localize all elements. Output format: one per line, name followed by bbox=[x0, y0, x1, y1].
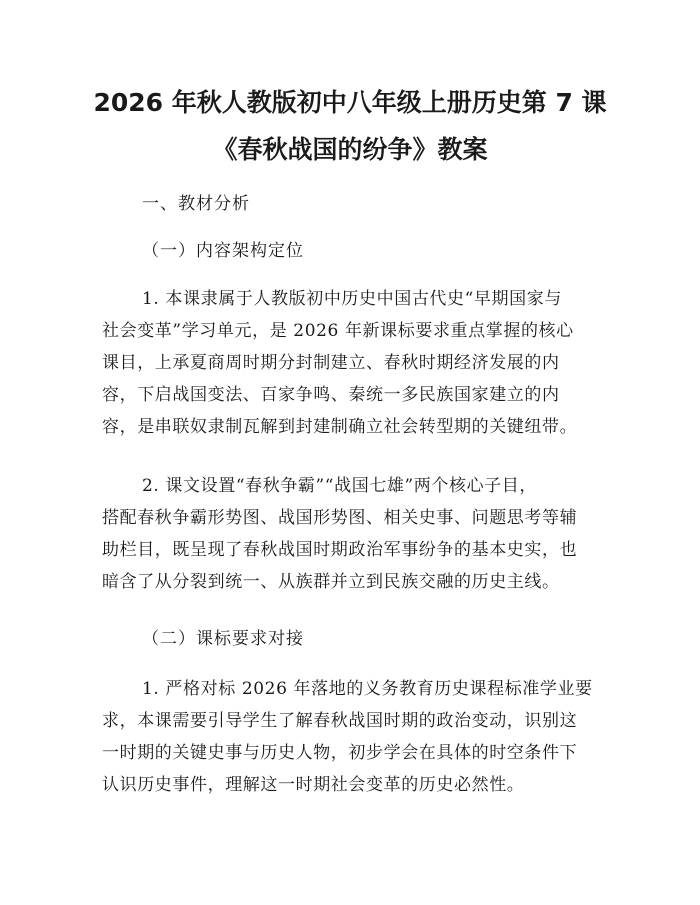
paragraph-line: 求，本课需要引导学生了解春秋战国时期的政治变动，识别这 bbox=[102, 711, 578, 731]
paragraph-curriculum-requirements bbox=[102, 678, 602, 806]
paragraph-line: 助栏目，既呈现了春秋战国时期政治军事纷争的基本史实，也 bbox=[102, 540, 578, 560]
paragraph-line: 搭配春秋争霸形势图、战国形势图、相关史事、问题思考等辅 bbox=[102, 508, 578, 528]
paragraph-lesson-subsections bbox=[102, 475, 602, 603]
paragraph-line: 容，是串联奴隶制瓦解到封建制确立社会转型期的关键纽带。 bbox=[102, 417, 578, 437]
subsection-heading-curriculum-standards: （二）课标要求对接 bbox=[142, 629, 304, 649]
paragraph-line: 课目，上承夏商周时期分封制建立、春秋时期经济发展的内 bbox=[102, 353, 560, 373]
paragraph-line: 容，下启战国变法、百家争鸣、秦统一多民族国家建立的内 bbox=[102, 385, 560, 405]
section-heading-teaching-material-analysis: 一、教材分析 bbox=[142, 194, 250, 214]
paragraph-line: 暗含了从分裂到统一、从族群并立到民族交融的历史主线。 bbox=[102, 572, 560, 592]
paragraph-line: 社会变革”学习单元，是 2026 年新课标要求重点掌握的核心 bbox=[102, 321, 574, 341]
subsection-heading-content-structure: （一）内容架构定位 bbox=[142, 241, 304, 261]
paragraph-content-positioning bbox=[102, 288, 602, 448]
document-title-line-2: 《春秋战国的纷争》教案 bbox=[212, 135, 488, 164]
document-title-line-1: 2026 年秋人教版初中八年级上册历史第 7 课 bbox=[93, 88, 607, 117]
paragraph-line: 认识历史事件，理解这一时期社会变革的历史必然性。 bbox=[102, 775, 525, 795]
paragraph-line: 2. 课文设置“春秋争霸”“战国七雄”两个核心子目， bbox=[142, 476, 537, 496]
paragraph-line: 一时期的关键史事与历史人物，初步学会在具体的时空条件下 bbox=[102, 743, 578, 763]
paragraph-line: 1. 严格对标 2026 年落地的义务教育历史课程标准学业要 bbox=[142, 679, 593, 699]
paragraph-line: 1. 本课隶属于人教版初中历史中国古代史“早期国家与 bbox=[142, 289, 562, 309]
